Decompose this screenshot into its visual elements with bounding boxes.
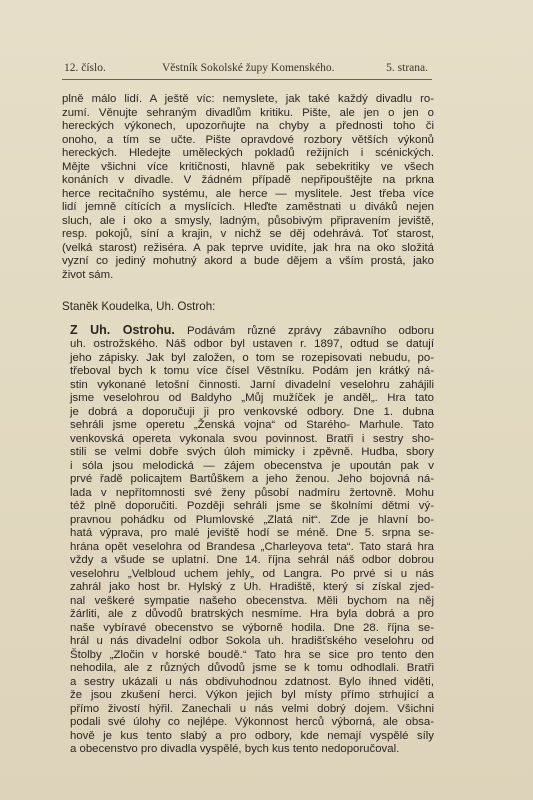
- text-line: stin vykonané letošní činnosti. Jarní divadelní veselohru zahájili: [70, 378, 434, 391]
- text-line: resp. pokojů, síní a krajin, v nichž se děj odehrává. Toť starost,: [62, 228, 434, 240]
- text-line: žárliti, ale z důvodů bratrských nesmíme. Hra byla dobrá a pro: [70, 608, 434, 620]
- text-line: Štolby „Zločin v horské boudě.“ Tato hra se sice pro tento den: [70, 648, 434, 661]
- report-paragraph: [62, 324, 434, 757]
- text-line: onoho, a tím se učte. Pište opravdové rozbory větších výkonů: [62, 133, 434, 146]
- article-body: [62, 93, 434, 757]
- text-line: vyzní co jediný mohutný akord a bude dějem a vším prostá, jako: [62, 255, 434, 267]
- text-line: i sóla jsou melodická — zájem obecenstva je upoután pak v: [70, 459, 434, 472]
- text-line: nal veškeré sympatie našeho obecenstva. Měli bychom na něj: [70, 594, 434, 607]
- text-line: hrál u nás divadelní odbor Sokola uh. hradišťského veselohru od: [70, 635, 434, 647]
- text-line: lada v nepřítomnosti své ženy působí nadmíru žertovně. Mohu: [70, 486, 434, 499]
- text-line: sehráli jsme operetu „Ženská vojna“ od Starého- Marhule. Tato: [70, 419, 434, 431]
- text-line: plně málo lidí. A ještě víc: nemyslete, jak také každý divadlu ro-: [62, 93, 434, 105]
- text-line: pravnou pohádku od Plumlovské „Zlatá nit“. Zde je hlavní bo-: [70, 513, 434, 526]
- report-heading: Z Uh. Ostrohu.: [70, 322, 175, 337]
- text-line: nehodila, ale z různých důvodů jsme se k tomu odhodlali. Bratři: [70, 662, 434, 674]
- issue-number: 12. číslo.: [64, 62, 106, 74]
- text-line: veselohru „Velbloud uchem jehly„ od Langra. Po prvé si u nás: [70, 567, 434, 580]
- running-header: [62, 62, 432, 78]
- text-line: venkovská opereta vykonala svou povinnost. Bratři i sestry sho-: [70, 432, 434, 445]
- text-line: podali své úlohy co nejlépe. Výkonnost herců výborná, ale obsa-: [70, 716, 434, 728]
- text-line: lidí jemně cítících a myslících. Hleďte zaměstnati u diváků nejen: [62, 201, 434, 213]
- text-line: jsme veselohrou od Baldyho „Můj mužíček je anděl„. Hra tato: [70, 392, 434, 404]
- text-line: sluch, ale i oko a smysly, ladným, působivým připravením jeviště,: [62, 214, 434, 227]
- text-line: stili se velmi dobře svých úloh mimicky i zpěvně. Hudba, sbory: [70, 446, 434, 458]
- text-line: a sestry ukázali u nás obdivuhodnou zdatnost. Bylo ihned viděti,: [70, 675, 434, 688]
- text-line: naše vybíravé obecenstvo se výborně hodila. Dne 28. října se-: [70, 621, 434, 634]
- text-line: hatá výprava, pro malé jeviště hodí se méně. Dne 5. srpna se-: [70, 527, 434, 539]
- text-line: zumí. Věnujte sehraným divadlům kritiku. Pište, ale jen o jen o: [62, 106, 434, 119]
- text-line: Mějte všichni více kritičnosti, hlavně pak sebekritiky ve všech: [62, 160, 434, 173]
- text-line: vždy a všude se uplatní. Dne 14. října sehrál náš odbor dobrou: [70, 554, 434, 566]
- text-line: hereckých výkonech, upozorňujte na chyby a přednosti toho či: [62, 120, 434, 132]
- text-line: zahrál jako host br. Hylský z Uh. Hradiště, který si získal zjed-: [70, 581, 434, 593]
- text-line: je dobrá a doporučuji ji pro venkovské odbory. Dne 1. dubna: [70, 405, 434, 418]
- text-line: konáních v divadle. V žádném případě nepřipouštějte na prkna: [62, 174, 434, 186]
- text-line: hově je kus tento slabý a pro odbory, kde nemají vyspělé síly: [70, 729, 434, 742]
- text-line: též plně doporučiti. Později sehráli jsme se školními dětmi vý-: [70, 500, 434, 512]
- header-rule: [62, 79, 432, 80]
- text-line: hereckých. Hledejte uměleckých pokladů režijních i scénických.: [62, 147, 434, 159]
- text-line: jeho zápisky. Jak byl založen, o tom se rozepisovati nebudu, po-: [70, 351, 434, 364]
- text-line: život sám.: [62, 268, 114, 281]
- journal-title: Věstník Sokolské župy Komenského.: [162, 62, 335, 74]
- paragraph-continued: [62, 93, 434, 282]
- text-line: přímo živostí hýřil. Zanechali u nás velmi dobrý dojem. Všichni: [70, 702, 434, 715]
- text-line: uh. ostrožského. Náš odbor byl ustaven r. 1897, odtud se datují: [70, 338, 434, 350]
- text-line: třeboval bych k tomu více čísel Věstníku. Podám jen krátký ná-: [70, 365, 434, 377]
- text-line: hrána opět veselohra od Brandesa „Charleyova teta“. Tato stará hra: [70, 540, 434, 553]
- text-line: (velká starost) režiséra. A pak teprve uvidíte, jak hra na oko složitá: [62, 241, 434, 254]
- page-number: 5. strana.: [386, 62, 428, 74]
- author-byline: Staněk Koudelka, Uh. Ostroh:: [62, 300, 216, 313]
- text-fragment: Podávám různé zprávy zábavního odboru: [174, 324, 434, 337]
- text-line: [62, 324, 434, 339]
- text-line: prvé řadě policajtem Bartůškem a jeho ženou. Jeho bojovná ná-: [70, 473, 434, 485]
- text-line: a obecenstvo pro divadla vyspělé, bych kus tento nedoporučoval.: [70, 743, 400, 755]
- text-line: že jsou zkušení herci. Výkon jejich byl místy přímo strhující a: [70, 689, 434, 701]
- text-line: herce recitačního systému, ale herce — myslitele. Jest třeba více: [62, 187, 434, 200]
